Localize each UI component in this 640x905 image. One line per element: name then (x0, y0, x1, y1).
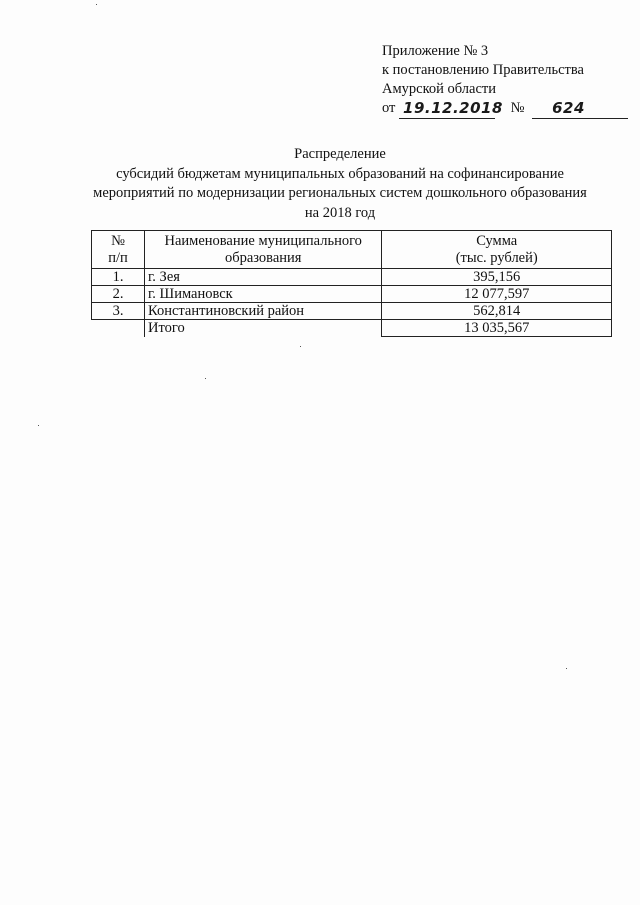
date-prefix: от (382, 100, 396, 116)
row-sum: 562,814 (382, 303, 612, 320)
header-name-line-1: Наименование муниципального (164, 233, 362, 249)
appendix-line-3: Амурской области (382, 81, 496, 97)
header-name (145, 231, 382, 269)
header-num-line-2: п/п (108, 250, 128, 266)
header-name-line-2: образования (224, 250, 302, 266)
title-line-4: на 2018 год (304, 204, 376, 221)
title-line-3: мероприятий по модернизации региональных систем дошкольного образования (93, 185, 587, 201)
header-num-line-1: № (111, 233, 125, 249)
table-row (92, 286, 612, 303)
number-label: № (510, 100, 525, 116)
scan-speck (38, 425, 39, 426)
row-name: г. Шимановск (145, 286, 382, 303)
scan-speck (566, 668, 567, 669)
scan-speck (96, 4, 97, 5)
table-header-row (92, 231, 612, 269)
header-sum (382, 231, 612, 269)
row-num: 1. (92, 269, 145, 286)
handwritten-number: 624 (552, 99, 585, 117)
appendix-line-1: Приложение № 3 (382, 43, 489, 59)
number-field (532, 99, 628, 119)
title-line-2: субсидий бюджетам муниципальных образований на софинансирование (116, 165, 564, 182)
row-num: 2. (92, 286, 145, 303)
handwritten-date: 19.12.2018 (403, 99, 503, 117)
header-num (92, 231, 145, 269)
row-sum: 395,156 (382, 269, 612, 286)
header-sum-line-2: (тыс. рублей) (455, 250, 538, 266)
row-name: Константиновский район (145, 303, 382, 320)
total-num-empty (92, 320, 145, 337)
total-label: Итого (145, 320, 382, 337)
table-total-row (92, 320, 612, 337)
document-title (60, 145, 620, 223)
total-sum: 13 035,567 (382, 320, 612, 337)
appendix-date-line (382, 99, 628, 119)
appendix-note (382, 42, 628, 119)
scan-speck (205, 378, 206, 379)
header-sum-line-1: Сумма (476, 233, 518, 249)
row-num: 3. (92, 303, 145, 320)
appendix-line-2: к постановлению Правительства (382, 62, 584, 78)
table-row (92, 269, 612, 286)
row-name: г. Зея (145, 269, 382, 286)
scan-speck (300, 346, 301, 347)
row-sum: 12 077,597 (382, 286, 612, 303)
table-row (92, 303, 612, 320)
distribution-table (91, 230, 612, 337)
title-line-1: Распределение (294, 146, 386, 162)
date-field (399, 99, 503, 119)
